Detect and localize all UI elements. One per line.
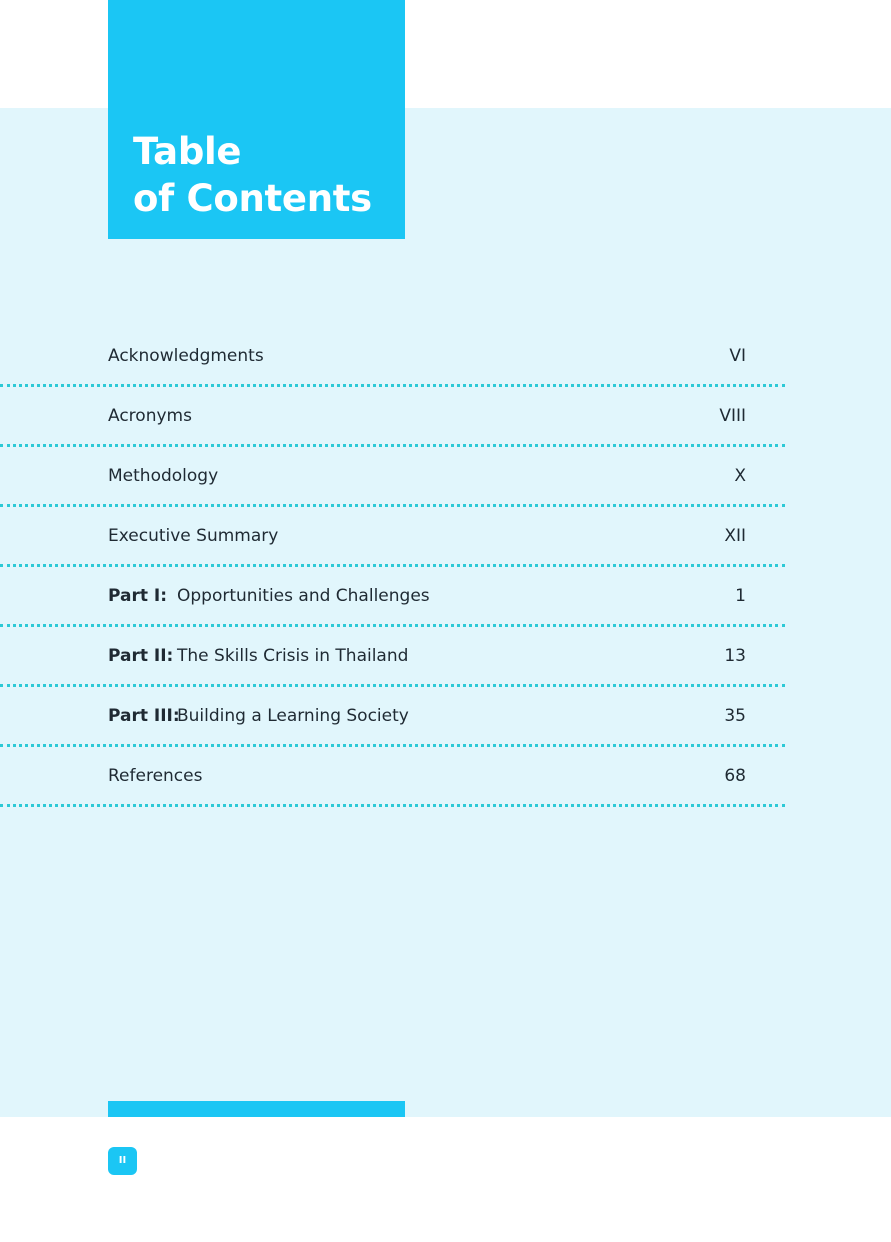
toc-entry-page: VI: [729, 346, 746, 366]
toc-entry-part-3[interactable]: [0, 687, 785, 747]
toc-entry-methodology[interactable]: [0, 447, 785, 507]
bottom-accent-bar: [108, 1101, 405, 1117]
toc-part-marker: Part III:: [108, 706, 180, 726]
toc-entry-label: Executive Summary: [108, 526, 279, 546]
toc-entry-label: Part II: The Skills Crisis in Thailand: [108, 646, 409, 666]
toc-entry-label: Part I: Opportunities and Challenges: [108, 586, 430, 606]
toc-entry-page: 13: [724, 646, 746, 666]
toc-entry-label: Methodology: [108, 466, 219, 486]
toc-part-marker: Part I:: [108, 586, 168, 606]
toc-entry-label: References: [108, 766, 203, 786]
toc-entry-label: Part III:Building a Learning Society: [108, 706, 409, 726]
toc-entry-acknowledgments[interactable]: [0, 327, 785, 387]
title-block: [108, 0, 405, 239]
toc-entry-label: Acknowledgments: [108, 346, 264, 366]
table-of-contents: [0, 327, 785, 807]
page-number-badge: II: [108, 1147, 137, 1175]
toc-entry-executive-summary[interactable]: [0, 507, 785, 567]
toc-entry-page: 68: [724, 766, 746, 786]
toc-entry-part-1[interactable]: [0, 567, 785, 627]
toc-entry-label: Acronyms: [108, 406, 192, 426]
toc-entry-page: 35: [724, 706, 746, 726]
toc-entry-page: X: [734, 466, 746, 486]
page-title-line-2: of Contents: [133, 177, 372, 220]
toc-entry-page: 1: [735, 586, 746, 606]
toc-entry-page: VIII: [719, 406, 746, 426]
toc-entry-acronyms[interactable]: [0, 387, 785, 447]
toc-entry-part-2[interactable]: [0, 627, 785, 687]
toc-entry-references[interactable]: [0, 747, 785, 807]
toc-entry-page: XII: [724, 526, 746, 546]
page-title-line-1: Table: [133, 130, 242, 173]
toc-part-marker: Part II:: [108, 646, 174, 666]
